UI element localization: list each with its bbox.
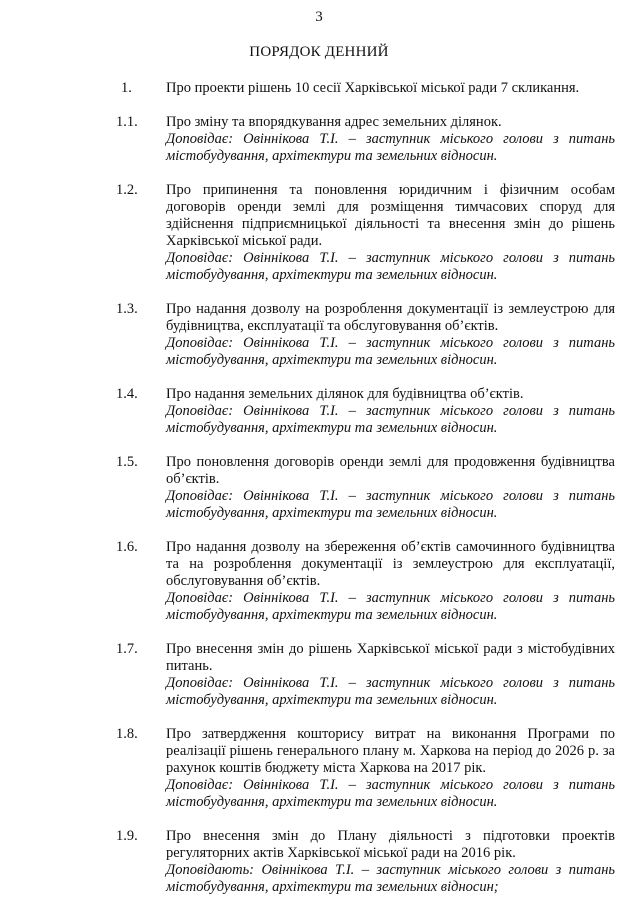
agenda-item-number: 1.2. [116,182,138,198]
agenda-item-number: 1.3. [116,301,138,317]
agenda-item-number: 1.6. [116,539,138,555]
agenda-item-text: Про внесення змін до Плану діяльності з підготовки проектів регуляторних актів Харківської міської ради на 2016 рік. [166,828,615,861]
agenda-item-text: Про внесення змін до рішень Харківської міської ради з містобудівних питань. [166,641,615,674]
agenda-item-number: 1.4. [116,386,138,402]
agenda-item-speaker: Доповідає: Овіннікова Т.І. – заступник міського голови з питань містобудування, архітектури та земельних відносин. [166,777,615,810]
agenda-item-number: 1.5. [116,454,138,470]
agenda-item-number: 1.1. [116,114,138,130]
agenda-item-text: Про припинення та поновлення юридичним і фізичним особам договорів оренди землі для розміщення тимчасових споруд для здійснення підприємницької діяльності та внесення змін до рішень Харківської міської ради. [166,182,615,249]
agenda-item [0,386,638,437]
agenda-item-speaker: Доповідають: Овіннікова Т.І. – заступник міського голови з питань містобудування, архітектури та земельних відносин; [166,862,615,895]
agenda-item-text: Про надання дозволу на збереження об’єктів самочинного будівництва та на розроблення документації із землеустрою для експлуатації, обслуговування об’єктів. [166,539,615,589]
agenda-item-speaker: Доповідає: Овіннікова Т.І. – заступник міського голови з питань містобудування, архітектури та земельних відносин. [166,403,615,436]
agenda-item [0,182,638,284]
agenda-item [0,539,638,624]
agenda-item-text: Про проекти рішень 10 сесії Харківської міської ради 7 скликання. [166,80,580,96]
agenda-item-speaker: Доповідає: Овіннікова Т.І. – заступник міського голови з питань містобудування, архітектури та земельних відносин. [166,590,615,623]
agenda-item [0,80,638,97]
agenda-item-body [166,182,615,284]
agenda-item-text: Про надання земельних ділянок для будівництва об’єктів. [166,386,524,402]
agenda-item-speaker: Доповідає: Овіннікова Т.І. – заступник міського голови з питань містобудування, архітектури та земельних відносин. [166,488,615,521]
agenda-item-speaker: Доповідає: Овіннікова Т.І. – заступник міського голови з питань містобудування, архітектури та земельних відносин. [166,131,615,164]
document-title: ПОРЯДОК ДЕННИЙ [249,44,389,60]
page-number: 3 [315,9,323,25]
agenda-item-text: Про поновлення договорів оренди землі для продовження будівництва об’єктів. [166,454,615,487]
agenda-item-speaker: Доповідає: Овіннікова Т.І. – заступник міського голови з питань містобудування, архітектури та земельних відносин. [166,250,615,283]
agenda-item-number: 1.8. [116,726,138,742]
agenda-item [0,641,638,709]
agenda-item-number: 1.9. [116,828,138,844]
agenda-item-body [166,301,615,369]
agenda-item [0,828,638,896]
agenda-item [0,454,638,522]
agenda-item-body [166,726,615,811]
agenda-item-body [166,386,615,437]
agenda-item-body [166,641,615,709]
agenda-item-body [166,454,615,522]
agenda-item [0,726,638,811]
agenda-item-speaker: Доповідає: Овіннікова Т.І. – заступник міського голови з питань містобудування, архітектури та земельних відносин. [166,335,615,368]
agenda-item-text: Про надання дозволу на розроблення документації із землеустрою для будівництва, експлуатації та обслуговування об’єктів. [166,301,615,334]
agenda-item-text: Про затвердження кошторису витрат на виконання Програми по реалізації рішень генерального плану м. Харкова на період до 2026 р. за рахунок коштів бюджету міста Харкова на 2017 рік. [166,726,615,776]
agenda-item [0,301,638,369]
agenda-item-body [166,828,615,896]
agenda-item-number: 1. [121,80,132,96]
agenda-item-number: 1.7. [116,641,138,657]
agenda-item-body [166,80,615,97]
agenda-list [0,80,638,913]
agenda-item-body [166,114,615,165]
agenda-item-body [166,539,615,624]
agenda-item-speaker: Доповідає: Овіннікова Т.І. – заступник міського голови з питань містобудування, архітектури та земельних відносин. [166,675,615,708]
agenda-item-text: Про зміну та впорядкування адрес земельних ділянок. [166,114,502,130]
agenda-item [0,114,638,165]
